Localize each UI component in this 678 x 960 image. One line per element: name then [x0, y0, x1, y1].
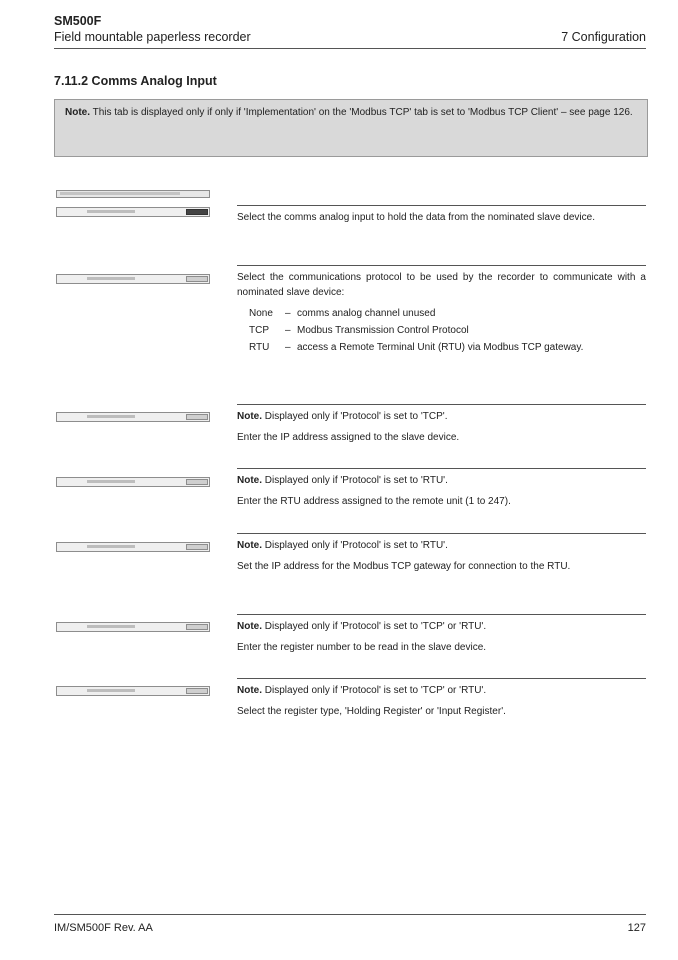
note-label: Note. — [65, 107, 90, 118]
product-name: SM500F — [54, 14, 102, 28]
section-title: 7.11.2 Comms Analog Input — [54, 74, 217, 88]
edit-button[interactable] — [186, 414, 208, 420]
dropdown-button[interactable] — [186, 209, 208, 215]
protocol-selector[interactable] — [56, 274, 210, 284]
setting-description — [237, 533, 646, 580]
display-note: Note. Displayed only if 'Protocol' is set to 'RTU'. — [237, 475, 448, 486]
header-row — [54, 29, 646, 45]
register-number-field[interactable] — [56, 622, 210, 632]
page-footer — [54, 922, 646, 934]
edit-button[interactable] — [186, 544, 208, 550]
header-rule — [54, 48, 646, 49]
register-type-selector[interactable] — [56, 686, 210, 696]
description-text: Select the communications protocol to be used by the recorder to communicate with a nominated slave device: — [237, 272, 646, 298]
note-text: This tab is displayed only if only if 'Implementation' on the 'Modbus TCP' tab is set to 'Modbus TCP Client' – see page 126. — [90, 107, 633, 118]
description-text: Select the comms analog input to hold the data from the nominated slave device. — [237, 212, 595, 223]
note-box — [54, 99, 648, 157]
display-note: Note. Displayed only if 'Protocol' is set to 'TCP' or 'RTU'. — [237, 621, 487, 632]
option-row: RTU – access a Remote Terminal Unit (RTU) via Modbus TCP gateway. — [249, 342, 584, 353]
footer-rule — [54, 914, 646, 915]
description-text: Enter the RTU address assigned to the remote unit (1 to 247). — [237, 496, 511, 507]
display-note: Note. Displayed only if 'Protocol' is set to 'TCP'. — [237, 411, 448, 422]
setting-description — [237, 614, 646, 661]
ip-address-field[interactable] — [56, 412, 210, 422]
setting-description — [237, 205, 646, 231]
rtu-address-field[interactable] — [56, 477, 210, 487]
document-number: IM/SM500F Rev. AA — [54, 922, 153, 934]
option-row: TCP – Modbus Transmission Control Protocol — [249, 325, 469, 336]
dropdown-button[interactable] — [186, 688, 208, 694]
page-header — [54, 14, 646, 45]
description-text: Enter the register number to be read in the slave device. — [237, 642, 487, 653]
setting-description — [237, 678, 646, 725]
protocol-options — [237, 306, 646, 355]
product-subtitle: Field mountable paperless recorder — [54, 30, 251, 44]
description-text: Set the IP address for the Modbus TCP gateway for connection to the RTU. — [237, 561, 571, 572]
edit-button[interactable] — [186, 624, 208, 630]
setting-description — [237, 468, 646, 515]
chapter-title: 7 Configuration — [561, 30, 646, 44]
description-text: Enter the IP address assigned to the slave device. — [237, 432, 460, 443]
option-row: None – comms analog channel unused — [249, 308, 436, 319]
description-text: Select the register type, 'Holding Register' or 'Input Register'. — [237, 706, 506, 717]
comms-input-selector[interactable] — [56, 207, 210, 217]
gateway-ip-field[interactable] — [56, 542, 210, 552]
setting-description — [237, 265, 646, 357]
display-note: Note. Displayed only if 'Protocol' is set to 'RTU'. — [237, 540, 448, 551]
page-number: 127 — [627, 922, 646, 934]
dropdown-button[interactable] — [186, 276, 208, 282]
setting-description — [237, 404, 646, 451]
edit-button[interactable] — [186, 479, 208, 485]
channel-header-control — [56, 190, 210, 198]
display-note: Note. Displayed only if 'Protocol' is set to 'TCP' or 'RTU'. — [237, 685, 487, 696]
